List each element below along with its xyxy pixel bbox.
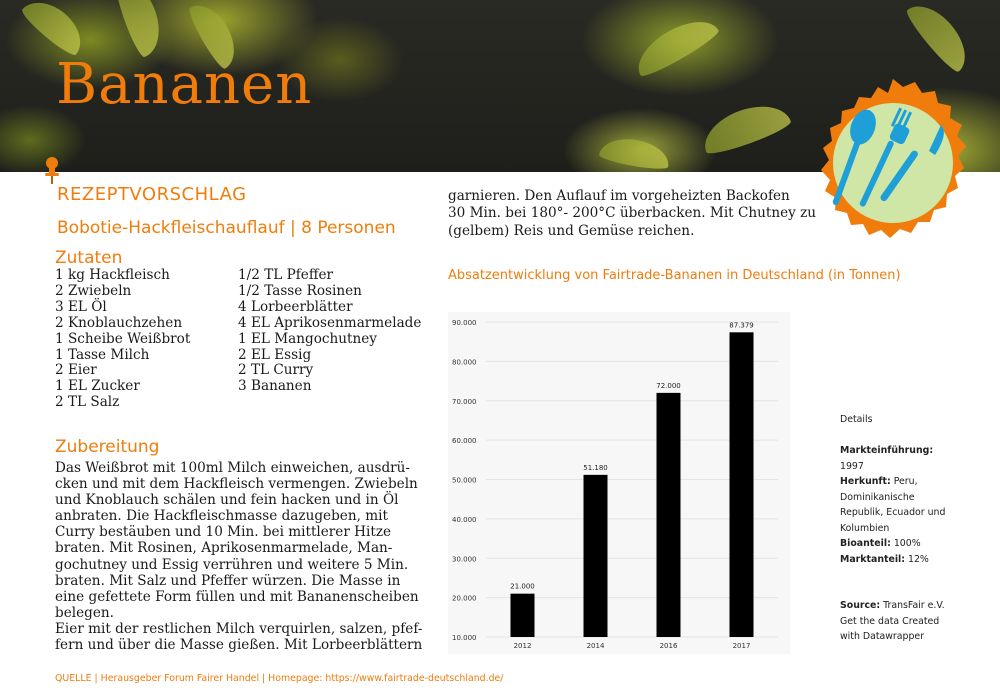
- page-title: Bananen: [56, 52, 313, 117]
- preparation-line: fern und über die Masse gießen. Mit Lorbeerblättern: [55, 637, 423, 654]
- banana-cluster-image: [19, 0, 92, 59]
- preparation-line: anbraten. Die Hackfleischmasse dazugeben, mit: [55, 508, 388, 525]
- preparation-line: braten. Mit Rosinen, Aprikosenmarmelade, Man-: [55, 540, 393, 557]
- bar-chart: [448, 312, 790, 654]
- launch-value: 1997: [840, 460, 864, 472]
- origin-label: Herkunft:: [840, 476, 891, 487]
- banana-cluster-image: [598, 134, 671, 172]
- ingredient-item: 2 TL Salz: [55, 394, 120, 411]
- y-tick-label: 40.000: [452, 515, 477, 524]
- origin-value: Dominikanische: [840, 491, 915, 503]
- preparation-line: braten. Mit Salz und Pfeffer würzen. Die Masse in: [55, 572, 401, 589]
- pushpin-icon: [40, 156, 64, 184]
- section-label: REZEPTVORSCHLAG: [57, 184, 247, 205]
- preparation-line: und Knoblauch schälen und fein hacken und in Öl: [55, 492, 399, 509]
- details-heading: Details: [840, 414, 873, 425]
- bar-value-label: 51.180: [583, 463, 608, 472]
- bar: [657, 393, 681, 637]
- preparation-line: garnieren. Den Auflauf im vorgeheizten Backofen: [448, 188, 790, 204]
- ingredient-item: 1/2 Tasse Rosinen: [238, 282, 362, 299]
- footer-source: QUELLE | Herausgeber Forum Fairer Handel | Homepage: https://www.fairtrade-deutschland.de/: [55, 673, 504, 684]
- bio-value: 100%: [893, 538, 921, 549]
- preparation-line: Curry bestäuben und 10 Min. bei mittlerer Hitze: [55, 524, 392, 541]
- banana-cluster-image: [903, 0, 977, 75]
- ingredient-item: 1/2 TL Pfeffer: [238, 267, 334, 283]
- source-line: with Datawrapper: [840, 631, 925, 642]
- origin-value: Kolumbien: [840, 522, 890, 534]
- y-tick-label: 30.000: [452, 555, 477, 564]
- preparation-line: gochutney und Essig verrühren und weitere 5 Min.: [55, 556, 409, 573]
- ingredient-item: 2 EL Essig: [238, 346, 312, 363]
- market-label: Marktanteil:: [840, 553, 906, 565]
- y-tick-label: 70.000: [452, 397, 477, 406]
- preparation-line: Das Weißbrot mit 100ml Milch einweichen, ausdrü-: [55, 460, 411, 476]
- source-value: TransFair e.V.: [883, 600, 945, 611]
- ingredients-heading: Zutaten: [55, 248, 123, 268]
- preparation-text: [55, 460, 425, 653]
- preparation-line: cken und mit dem Hackfleisch vermengen. Zwiebeln: [55, 476, 418, 493]
- chart-title: Absatzentwicklung von Fairtrade-Bananen in Deutschland (in Tonnen): [448, 268, 901, 283]
- dish-title: Bobotie-Hackfleischauflauf | 8 Personen: [57, 218, 396, 238]
- preparation-line: belegen.: [55, 604, 114, 621]
- y-tick-label: 80.000: [452, 358, 477, 367]
- ingredient-item: 3 EL Öl: [55, 298, 107, 315]
- ingredient-item: 1 Tasse Milch: [55, 346, 150, 363]
- ingredient-item: 3 Bananen: [238, 378, 312, 395]
- y-tick-label: 10.000: [452, 634, 477, 642]
- y-tick-label: 50.000: [452, 476, 477, 485]
- bar: [511, 594, 535, 637]
- details-panel: [840, 412, 990, 645]
- ingredients-list-left: [55, 268, 190, 411]
- banana-cluster-image: [697, 96, 793, 159]
- y-tick-label: 90.000: [452, 319, 477, 327]
- banana-cluster-image: [629, 10, 722, 81]
- ingredient-item: 1 kg Hackfleisch: [55, 267, 170, 283]
- launch-label: Markteinführung:: [840, 445, 934, 456]
- preparation-heading: Zubereitung: [55, 437, 160, 457]
- ingredient-item: 4 Lorbeerblätter: [238, 298, 353, 315]
- origin-value: Peru,: [893, 476, 918, 487]
- ingredient-item: 2 Knoblauchzehen: [55, 314, 183, 331]
- bar-value-label: 21.000: [510, 582, 535, 591]
- bar-value-label: 87.379: [729, 321, 754, 330]
- source-line: Get the data Created: [840, 615, 940, 627]
- ingredient-item: 4 EL Aprikosenmarmelade: [238, 314, 422, 331]
- y-tick-label: 20.000: [452, 594, 477, 603]
- bar: [584, 475, 608, 637]
- ingredient-item: 2 TL Curry: [238, 362, 314, 379]
- bar-chart-svg: [448, 312, 790, 654]
- preparation-line: (gelbem) Reis und Gemüse reichen.: [448, 222, 695, 239]
- origin-value: Republik, Ecuador und: [840, 507, 946, 518]
- x-tick-label: 2014: [586, 642, 605, 650]
- x-tick-label: 2016: [659, 642, 678, 650]
- bar-value-label: 72.000: [656, 381, 681, 390]
- x-tick-label: 2012: [513, 642, 532, 650]
- cutlery-badge-icon: [808, 78, 978, 248]
- ingredient-item: 1 EL Zucker: [55, 378, 140, 395]
- ingredients-list-right: [238, 268, 421, 395]
- ingredient-item: 2 Eier: [55, 362, 97, 379]
- y-tick-label: 60.000: [452, 437, 477, 446]
- preparation-text-continued: [448, 188, 818, 240]
- market-value: 12%: [908, 553, 929, 565]
- banana-cluster-image: [111, 0, 168, 59]
- ingredient-item: 1 EL Mangochutney: [238, 330, 377, 347]
- bio-label: Bioanteil:: [840, 538, 891, 549]
- x-tick-label: 2017: [732, 642, 751, 650]
- ingredient-item: 1 Scheibe Weißbrot: [55, 330, 191, 347]
- preparation-line: Eier mit der restlichen Milch verquirlen, salzen, pfef-: [55, 620, 423, 637]
- bar: [730, 332, 754, 637]
- preparation-line: eine gefettete Form füllen und mit Bananenscheiben: [55, 588, 419, 605]
- ingredient-item: 2 Zwiebeln: [55, 282, 132, 299]
- preparation-line: 30 Min. bei 180°- 200°C überbacken. Mit Chutney zu: [448, 205, 817, 222]
- source-label: Source:: [840, 600, 881, 611]
